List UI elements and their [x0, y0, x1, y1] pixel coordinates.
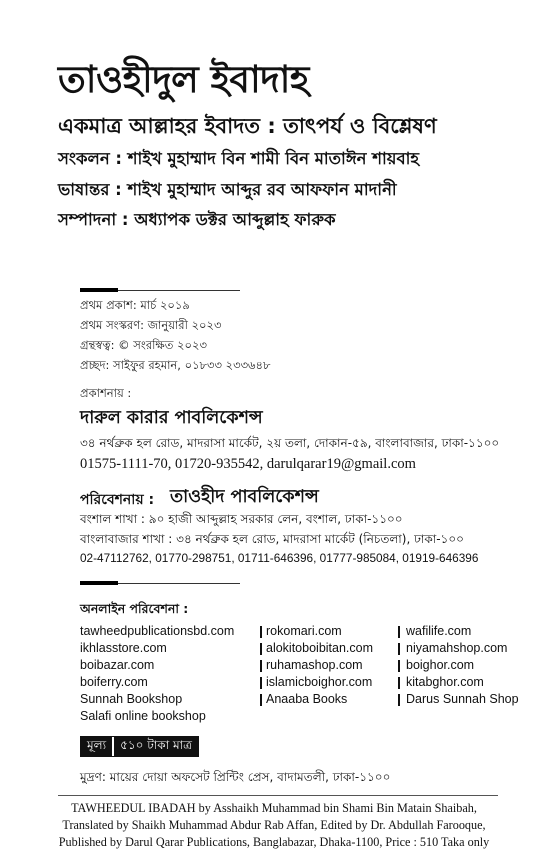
online-shop: niyamahshop.com [406, 641, 508, 655]
footer-line-1: TAWHEEDUL IBADAH by Asshaikh Muhammad bin Shami Bin Matain Shaibah, [71, 801, 477, 815]
list-bullet-bar [398, 660, 400, 672]
online-shop: islamicboighor.com [266, 675, 373, 689]
bangshal-branch: বংশাল শাখা : ৯০ হাজী আব্দুল্লাহ সরকার লেন, বংশাল, ঢাকা-১১০০ [80, 512, 403, 526]
distributor-name: তাওহীদ পাবলিকেশন্স [170, 487, 319, 507]
list-bullet-bar [260, 626, 262, 638]
section-divider-mark [80, 581, 118, 585]
translator-credit: ভাষান্তর : শাইখ মুহাম্মাদ আব্দুর রব আফফান মাদানী [58, 180, 397, 199]
distributor-phones: 02-47112762, 01770-298751, 01711-646396, 01777-985084, 01919-646396 [80, 551, 479, 565]
online-distribution-label: অনলাইন পরিবেশনা : [80, 601, 189, 616]
book-title: তাওহীদুল ইবাদাহ [58, 58, 309, 101]
online-shop: rokomari.com [266, 624, 342, 638]
online-shop: boibazar.com [80, 658, 155, 672]
first-edition: প্রথম সংস্করণ: জানুয়ারী ২০২৩ [80, 318, 222, 332]
publisher-address: ৩৪ নর্থব্রুক হল রোড, মাদরাসা মার্কেট, ২য় তলা, দোকান-৫৯, বাংলাবাজার, ঢাকা-১১০০ [80, 436, 500, 450]
section-divider-mark [80, 288, 118, 292]
section-divider-line [118, 290, 240, 291]
footer-line-2: Translated by Shaikh Muhammad Abdur Rab Affan, Edited by Dr. Abdullah Farooque, [62, 818, 486, 832]
online-shop: Sunnah Bookshop [80, 692, 183, 706]
list-bullet-bar [398, 626, 400, 638]
editor-credit: সম্পাদনা : অধ্যাপক ডক্টর আব্দুল্লাহ ফারুক [58, 210, 336, 229]
list-bullet-bar [260, 677, 262, 689]
online-shop: boighor.com [406, 658, 475, 672]
online-shop: tawheedpublicationsbd.com [80, 624, 235, 638]
footer-line-3: Published by Darul Qarar Publications, Banglabazar, Dhaka-1100, Price : 510 Taka only [58, 835, 490, 849]
publisher-contact: 01575-1111-70, 01720-935542, darulqarar19@gmail.com [80, 456, 416, 472]
cover-designer: প্রচ্ছদ: সাইফুর রহমান, ০১৮৩৩ ২৩৩৬৪৮ [80, 358, 271, 372]
list-bullet-bar [398, 643, 400, 655]
first-publication: প্রথম প্রকাশ: মার্চ ২০১৯ [80, 298, 190, 312]
list-bullet-bar [398, 677, 400, 689]
online-shop: Darus Sunnah Shop [406, 692, 519, 706]
online-shop: boiferry.com [80, 675, 148, 689]
banglabazar-branch: বাংলাবাজার শাখা : ৩৪ নর্থব্রুক হল রোড, মাদরাসা মার্কেট (নিচতলা), ঢাকা-১০০ [80, 532, 464, 546]
distribution-label: পরিবেশনায় : [80, 492, 155, 508]
list-bullet-bar [260, 643, 262, 655]
publisher-name: দারুল কারার পাবলিকেশন্স [80, 408, 263, 428]
online-shop: Salafi online bookshop [80, 709, 206, 723]
list-bullet-bar [260, 660, 262, 672]
online-shop: kitabghor.com [406, 675, 484, 689]
publisher-label: প্রকাশনায় : [80, 386, 132, 400]
copyright: গ্রন্থস্বত্ব: © সংরক্ষিত ২০২৩ [80, 338, 207, 352]
footer-divider [58, 795, 498, 796]
online-shop: ikhlasstore.com [80, 641, 167, 655]
list-bullet-bar [260, 694, 262, 706]
price-amount: ৫১০ টাকা মাত্র [114, 737, 198, 756]
price-box [80, 736, 199, 757]
compiler-credit: সংকলন : শাইখ মুহাম্মাদ বিন শামী বিন মাতাঈন শায়বাহ [58, 149, 420, 168]
section-divider-line [118, 583, 240, 584]
online-shop: alokitoboibitan.com [266, 641, 374, 655]
list-bullet-bar [398, 694, 400, 706]
printer-info: মুদ্রণ: মায়ের দোয়া অফসেট প্রিন্টিং প্রেস, বাদামতলী, ঢাকা-১১০০ [80, 770, 391, 784]
online-shop: ruhamashop.com [266, 658, 363, 672]
price-label: মূল্য [81, 737, 112, 756]
book-subtitle: একমাত্র আল্লাহর ইবাদত : তাৎপর্য ও বিশ্লেষণ [58, 114, 437, 138]
online-shop: wafilife.com [406, 624, 472, 638]
online-shop: Anaaba Books [266, 692, 348, 706]
